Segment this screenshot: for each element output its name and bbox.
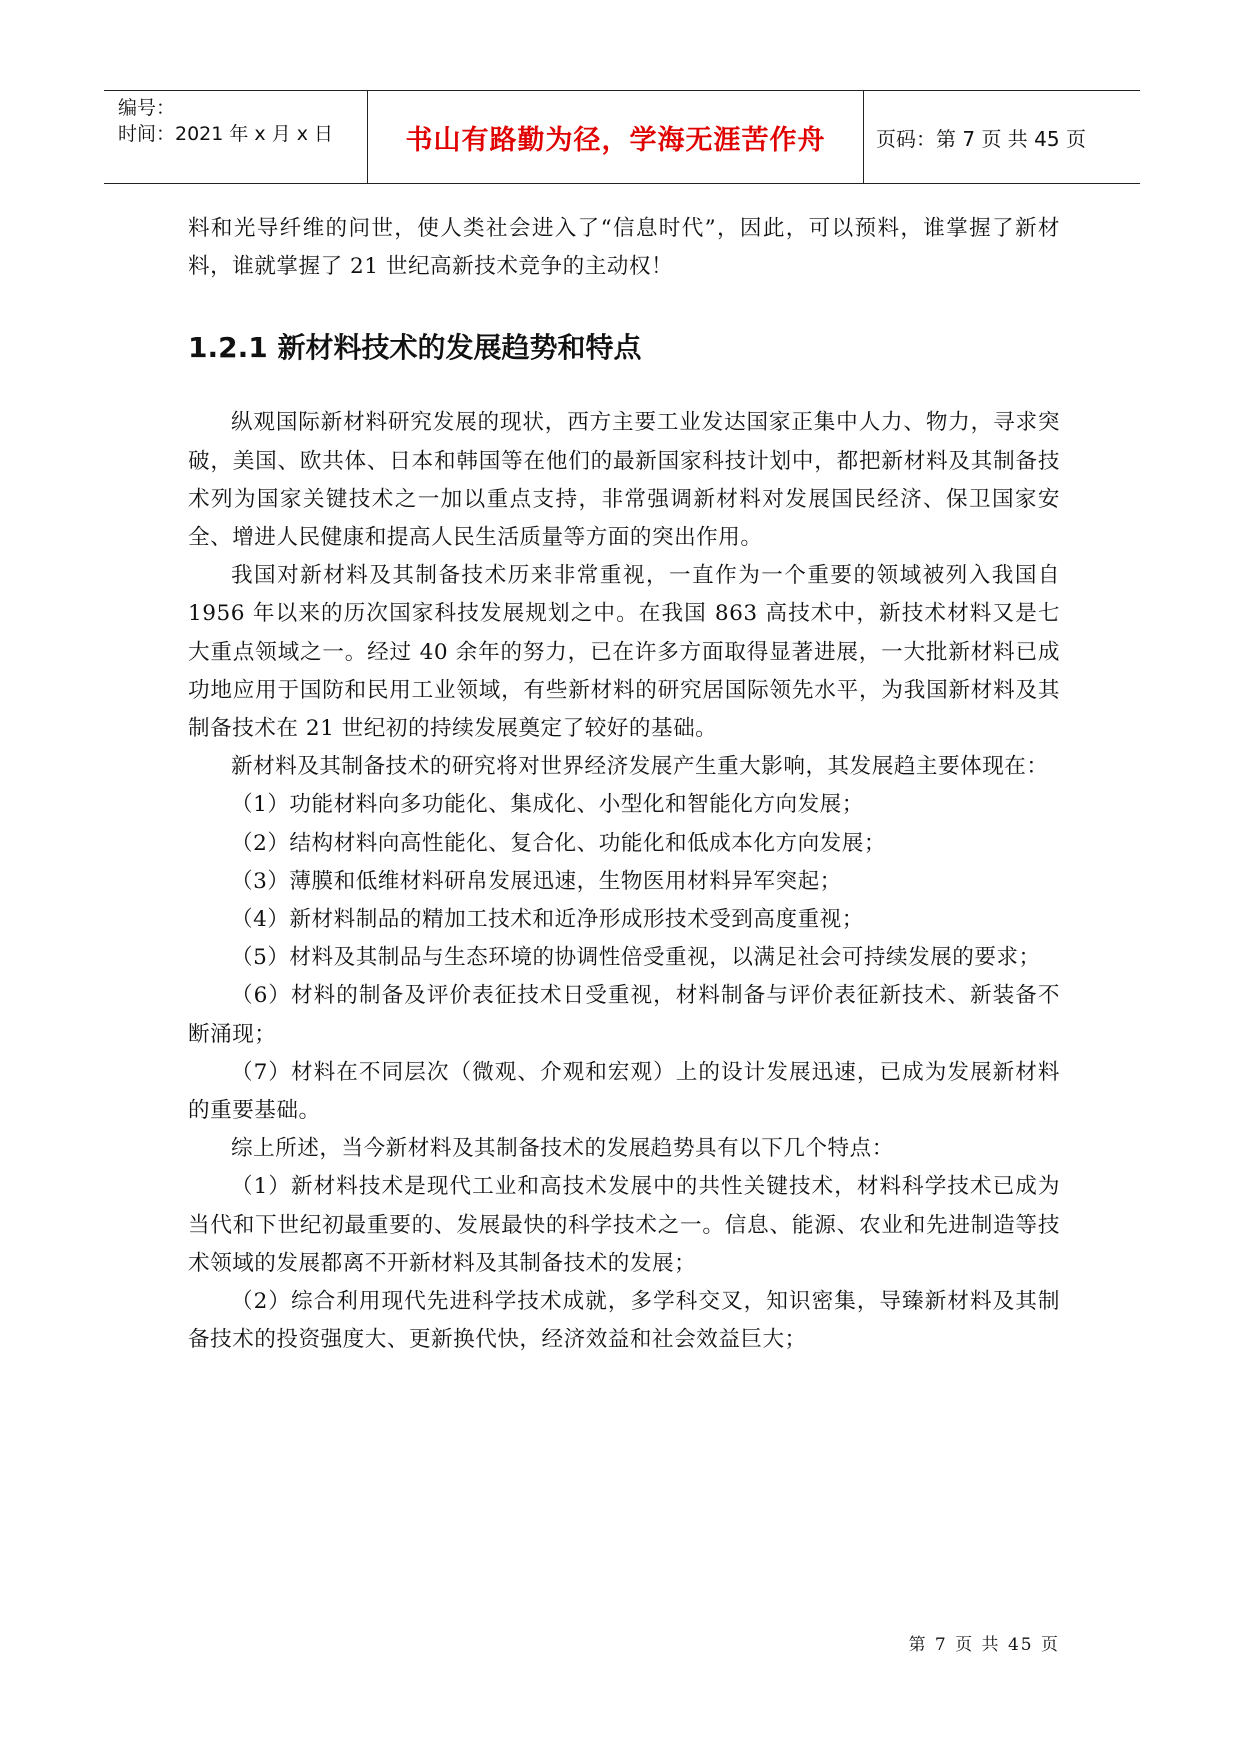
header-motto-cell [368, 91, 864, 183]
header-left-cell [104, 91, 368, 183]
header-table [104, 90, 1140, 184]
list-item: （5）材料及其制品与生态环境的协调性倍受重视，以满足社会可持续发展的要求； [231, 945, 1041, 971]
paragraph: 综上所述，当今新材料及其制备技术的发展趋势具有以下几个特点： [231, 1136, 894, 1162]
document-body [188, 210, 1060, 1359]
time-label: 时间：2021 年 x 月 x 日 [118, 123, 334, 145]
list-item: （3）薄膜和低维材料研帛发展迅速，生物医用材料异军突起； [231, 868, 842, 894]
paragraph: 纵观国际新材料研究发展的现状，西方主要工业发达国家正集中人力、物力，寻求突破，美国、欧共体、日本和韩国等在他们的最新国家科技计划中，都把新材料及其制备技术列为国家关键技术之一加以重点支持，非常强调新材料对发展国民经济、保卫国家安全、增进人民健康和提高人民生活质量等方面的突出作用。 [188, 410, 1060, 551]
motto-text: 书山有路勤为径，学海无涯苦作舟 [405, 124, 826, 156]
page-code: 页码：第 7 页 共 45 页 [876, 126, 1086, 151]
intro-paragraph: 料和光导纤维的问世，使人类社会进入了“信息时代”，因此，可以预料，谁掌握了新材料，谁就掌握了 21 世纪高新技术竞争的主动权！ [188, 216, 1060, 280]
list-item: （4）新材料制品的精加工技术和近净形成形技术受到高度重视； [231, 907, 864, 933]
list-item: （6）材料的制备及评价表征技术日受重视，材料制备与评价表征新技术、新装备不断涌现； [188, 983, 1060, 1047]
list-item: （2）结构材料向高性能化、复合化、功能化和低成本化方向发展； [231, 830, 886, 856]
paragraph: 新材料及其制备技术的研究将对世界经济发展产生重大影响，其发展趋主要体现在： [231, 754, 1049, 780]
list-item: （1）新材料技术是现代工业和高技术发展中的共性关键技术，材料科学技术已成为当代和下世纪初最重要的、发展最快的科学技术之一。信息、能源、农业和先进制造等技术领域的发展都离不开新材料及其制备技术的发展； [188, 1174, 1060, 1276]
page-footer: 第 7 页 共 45 页 [908, 1635, 1060, 1655]
list-item: （2）综合利用现代先进科学技术成就，多学科交叉，知识密集，导臻新材料及其制备技术的投资强度大、更新换代快，经济效益和社会效益巨大； [188, 1289, 1060, 1353]
list-item: （1）功能材料向多功能化、集成化、小型化和智能化方向发展； [231, 792, 864, 818]
number-label: 编号： [118, 97, 176, 119]
list-item: （7）材料在不同层次（微观、介观和宏观）上的设计发展迅速，已成为发展新材料的重要基础。 [188, 1059, 1060, 1124]
section-heading: 1.2.1 新材料技术的发展趋势和特点 [188, 331, 642, 365]
header-page-cell [864, 91, 1140, 183]
paragraph: 我国对新材料及其制备技术历来非常重视，一直作为一个重要的领域被列入我国自 1956 年以来的历次国家科技发展规划之中。在我国 863 高技术中，新技术材料又是七大重点领域之一。经过 40 余年的努力，已在许多方面取得显著进展，一大批新材料已成功地应用于国防和民用工业领域，有些新材料的研究居国际领先水平，为我国新材料及其制备技术在 21 世纪初的持续发展奠定了较好的基础。 [188, 563, 1060, 742]
